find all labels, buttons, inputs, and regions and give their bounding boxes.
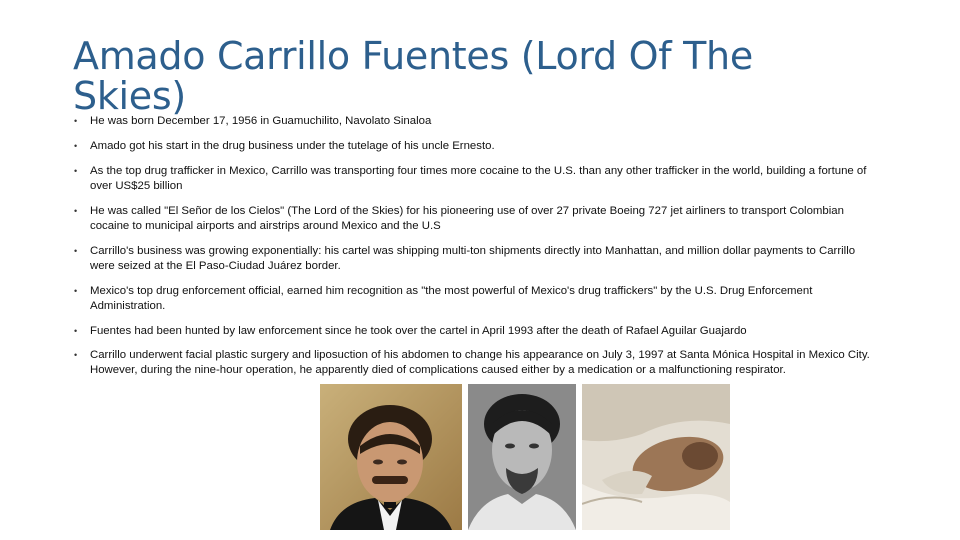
casket-photo [582,384,730,530]
bullet-item [74,114,874,129]
bullet-text: He was born December 17, 1956 in Guamuchilito, Navolato Sinaloa [90,115,432,127]
bullet-dot: • [74,246,78,256]
bullet-dot: • [74,350,78,360]
bullet-item [74,164,874,194]
bullet-text: He was called "El Señor de los Cielos" (The Lord of the Skies) for his pioneering use of over 27 private Boeing 727 jet airliners to transport Colombian cocaine to municipal airports and airstrips around Mexico and the U.S [90,205,844,232]
bullet-dot: • [74,206,78,216]
bullet-item [74,348,874,378]
bullet-text: Mexico's top drug enforcement official, earned him recognition as "the most powerful of Mexico's drug traffickers" by the U.S. Drug Enforcement Administration. [90,285,813,312]
bullet-dot: • [74,166,78,176]
bullet-text: Carrillo's business was growing exponentially: his cartel was shipping multi-ton shipments directly into Manhattan, and million dollar payments to Carrillo were seized at the El Paso-Ciudad Juárez border. [90,245,856,272]
portrait-photo-tuxedo [320,384,462,530]
bullet-dot: • [74,326,78,336]
bullet-item [74,244,874,274]
portrait-photo-mugshot [468,384,576,530]
slide-title: Amado Carrillo Fuentes (Lord Of The Skies) [73,34,753,118]
bullet-dot: • [74,286,78,296]
bullet-dot: • [74,116,78,126]
bullet-text: As the top drug trafficker in Mexico, Carrillo was transporting four times more cocaine to the U.S. than any other trafficker in the world, building a fortune of over US$25 billion [90,165,867,192]
bullet-item [74,324,874,339]
bullet-item [74,204,874,234]
bullet-text: Amado got his start in the drug business under the tutelage of his uncle Ernesto. [90,140,495,152]
bullet-item [74,284,874,314]
bullet-item [74,139,874,154]
bullet-text: Fuentes had been hunted by law enforcement since he took over the cartel in April 1993 after the death of Rafael Aguilar Guajardo [90,325,747,337]
bullet-text: Carrillo underwent facial plastic surgery and liposuction of his abdomen to change his appearance on July 3, 1997 at Santa Mónica Hospital in Mexico City. However, during the nine-hour operation, he apparently died of complications caused either by a medication or a malfunctioning respirator. [90,349,870,376]
bullet-dot: • [74,141,78,151]
